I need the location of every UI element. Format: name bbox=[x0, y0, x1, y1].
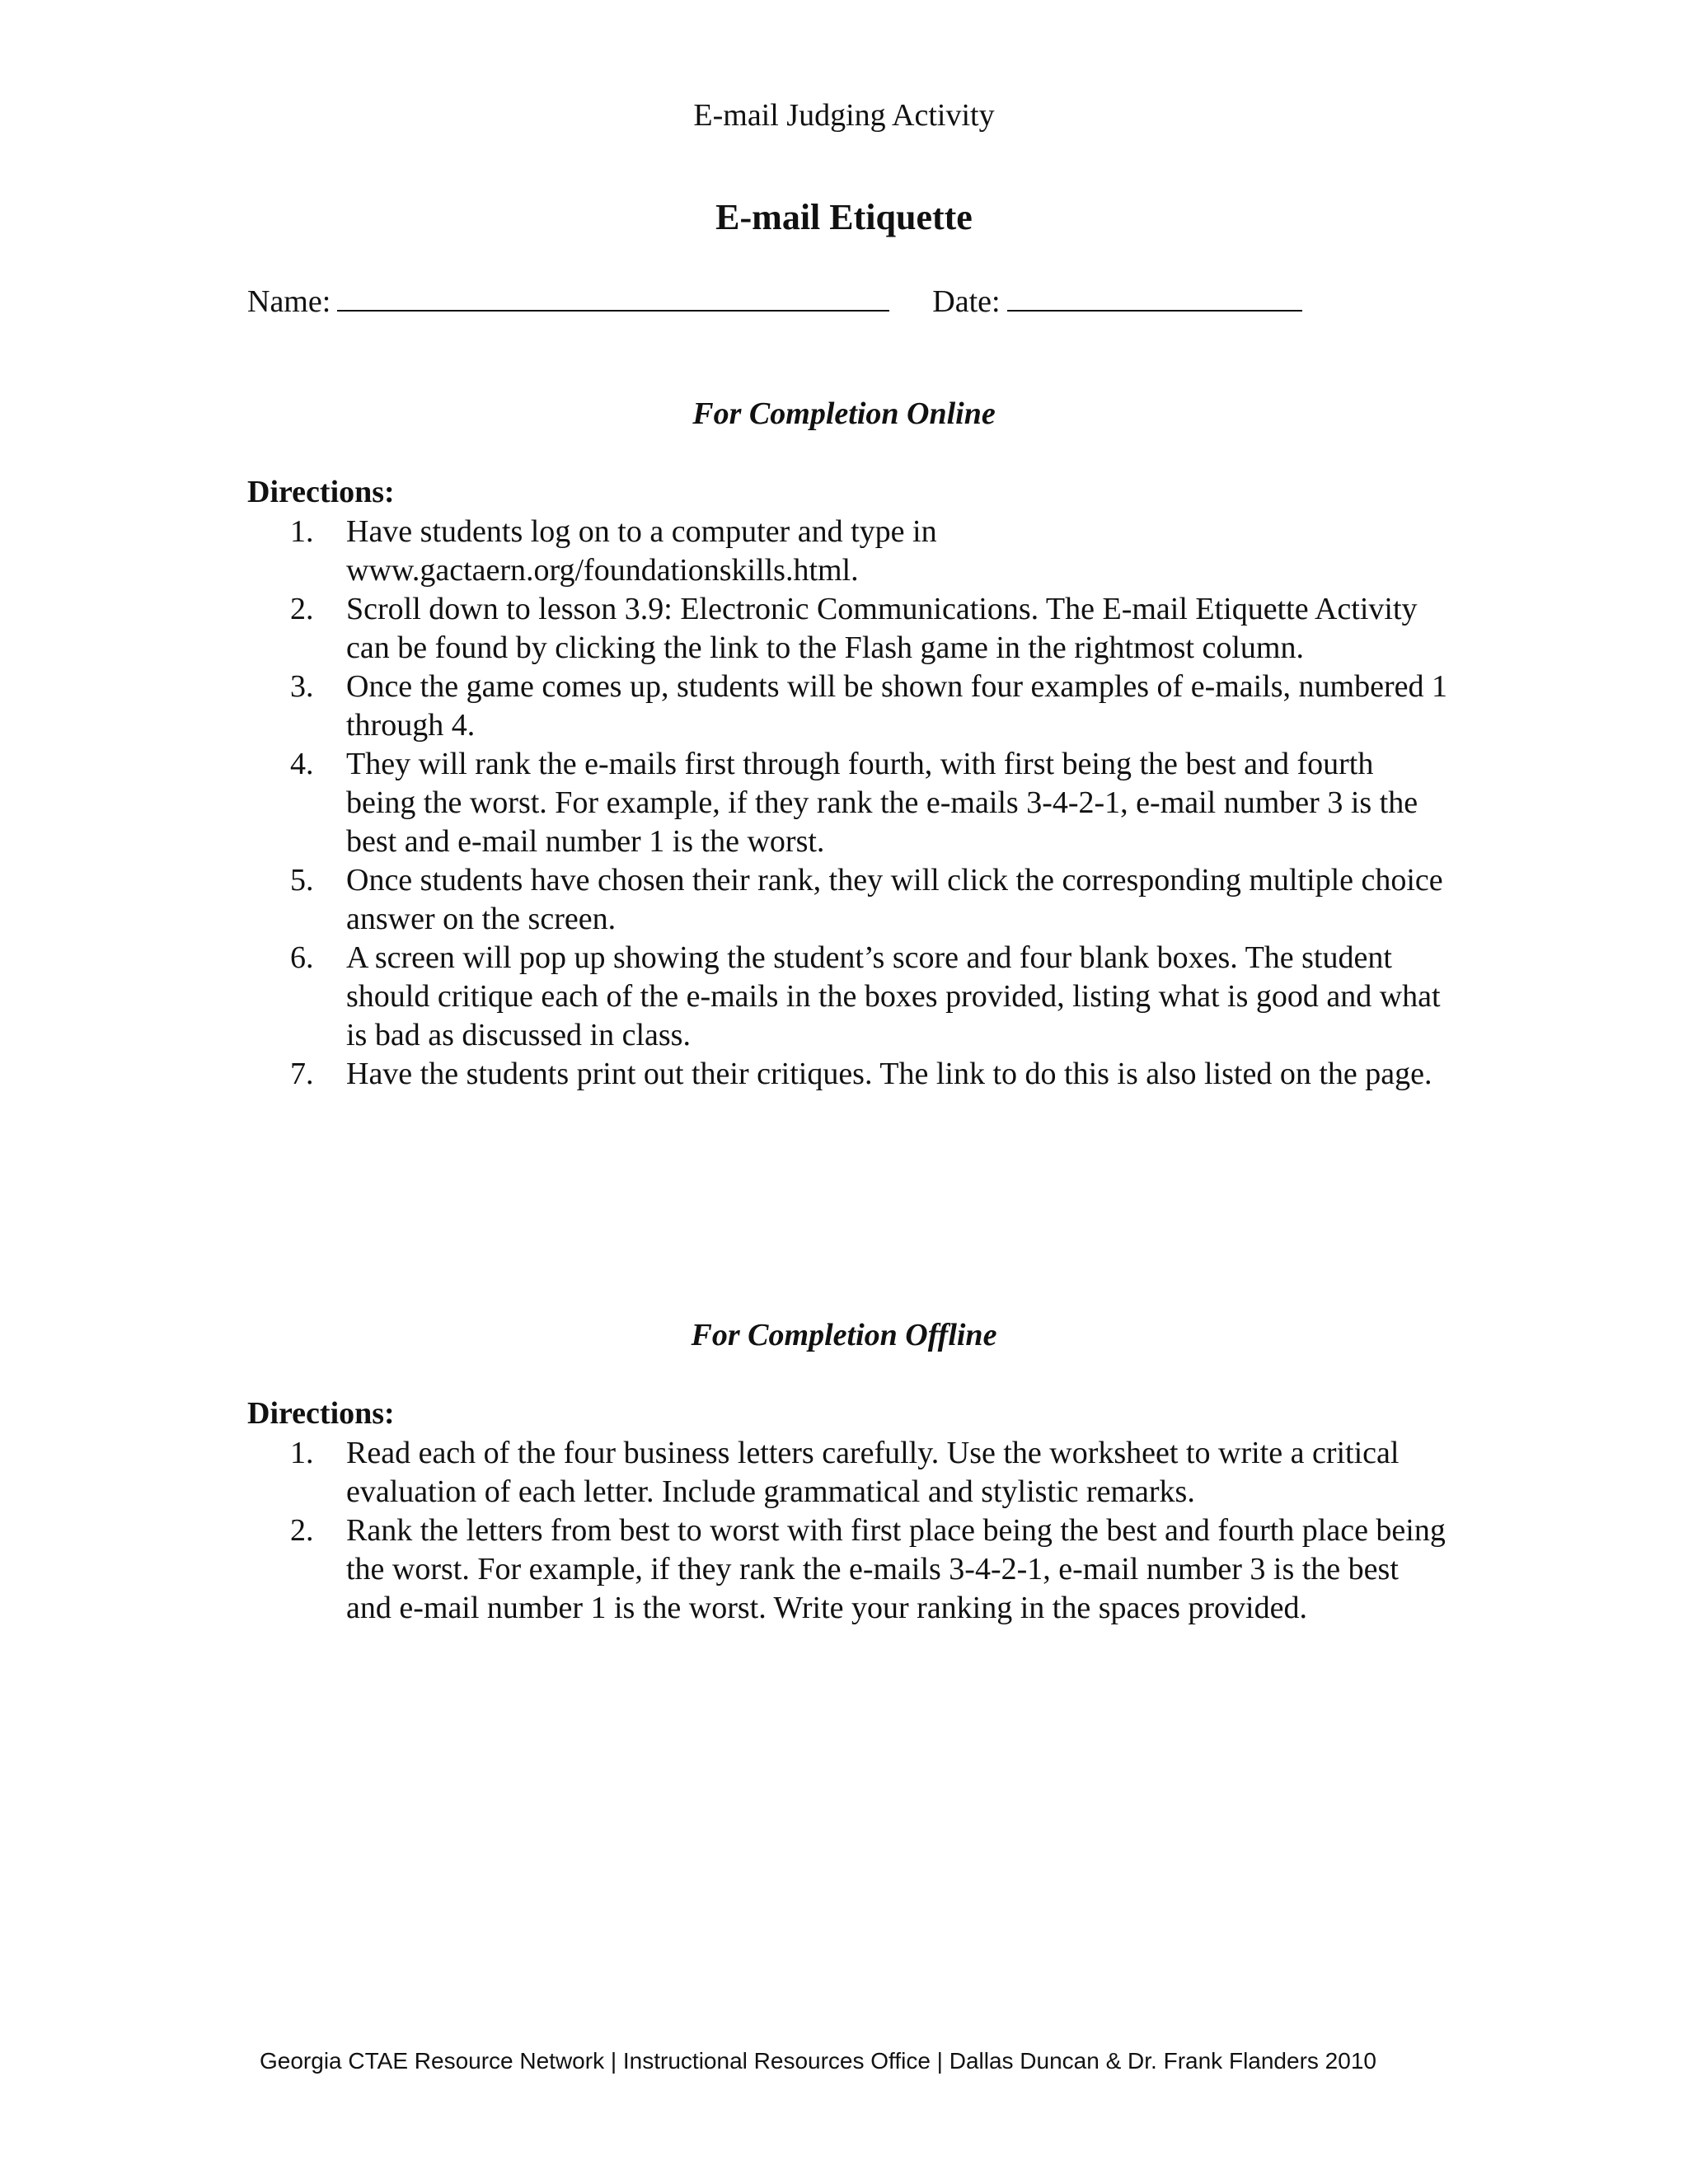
name-date-row bbox=[247, 280, 1484, 320]
document-title: E-mail Etiquette bbox=[715, 197, 973, 237]
list-item bbox=[247, 1511, 1451, 1628]
step-number: 3. bbox=[290, 669, 314, 704]
step-text: They will rank the e-mails first through fourth, with first being the best and fourth being the worst. For example, if they rank the e-mails 3-4-2-1, e-mail number 3 is the best and e-mail number 1 is the worst. bbox=[346, 747, 1418, 859]
offline-steps-list bbox=[247, 1434, 1451, 1628]
step-number: 1. bbox=[290, 1436, 314, 1470]
list-item bbox=[247, 590, 1451, 668]
step-number: 6. bbox=[290, 940, 314, 975]
document-subtitle: E-mail Judging Activity bbox=[693, 98, 995, 133]
online-directions-label: Directions: bbox=[247, 475, 395, 509]
offline-section-heading: For Completion Offline bbox=[691, 1318, 997, 1352]
date-label: Date: bbox=[932, 284, 1001, 319]
step-text: Once the game comes up, students will be shown four examples of e-mails, numbered 1 through 4. bbox=[346, 669, 1447, 743]
step-text: Read each of the four business letters carefully. Use the worksheet to write a critical evaluation of each letter. Include grammatical and stylistic remarks. bbox=[346, 1436, 1400, 1509]
step-number: 4. bbox=[290, 747, 314, 781]
list-item bbox=[247, 1434, 1451, 1511]
step-text: A screen will pop up showing the student’s score and four blank boxes. The student should critique each of the e-mails in the boxes provided, listing what is good and what is bad as discussed in class. bbox=[346, 940, 1441, 1052]
step-text: Rank the letters from best to worst with first place being the best and fourth place being the worst. For example, if they rank the e-mails 3-4-2-1, e-mail number 3 is the best and e-mail number 1 is the worst. Write your ranking in the spaces provided. bbox=[346, 1513, 1446, 1625]
list-item bbox=[247, 939, 1451, 1055]
step-text: Once students have chosen their rank, they will click the corresponding multiple choice answer on the screen. bbox=[346, 863, 1443, 936]
list-item bbox=[247, 745, 1451, 861]
step-text: Have students log on to a computer and type in www.gactaern.org/foundationskills.html. bbox=[346, 514, 937, 588]
step-number: 5. bbox=[290, 863, 314, 898]
list-item bbox=[247, 513, 1451, 590]
step-number: 7. bbox=[290, 1057, 314, 1091]
online-steps-list bbox=[247, 513, 1451, 1094]
online-section-heading: For Completion Online bbox=[692, 396, 996, 431]
step-number: 1. bbox=[290, 514, 314, 549]
list-item bbox=[247, 1055, 1451, 1094]
date-blank-line bbox=[1007, 280, 1302, 312]
step-text: Scroll down to lesson 3.9: Electronic Communications. The E-mail Etiquette Activity can be found by clicking the link to the Flash game in the rightmost column. bbox=[346, 592, 1418, 665]
step-number: 2. bbox=[290, 1513, 314, 1548]
list-item bbox=[247, 861, 1451, 939]
step-text: Have the students print out their critiques. The link to do this is also listed on the page. bbox=[346, 1057, 1432, 1091]
offline-directions-label: Directions: bbox=[247, 1396, 395, 1431]
name-blank-line bbox=[337, 280, 889, 312]
name-label: Name: bbox=[247, 284, 331, 319]
step-number: 2. bbox=[290, 592, 314, 626]
list-item bbox=[247, 668, 1451, 745]
page-footer: Georgia CTAE Resource Network | Instructional Resources Office | Dallas Duncan & Dr. Frank Flanders 2010 bbox=[260, 2048, 1376, 2074]
